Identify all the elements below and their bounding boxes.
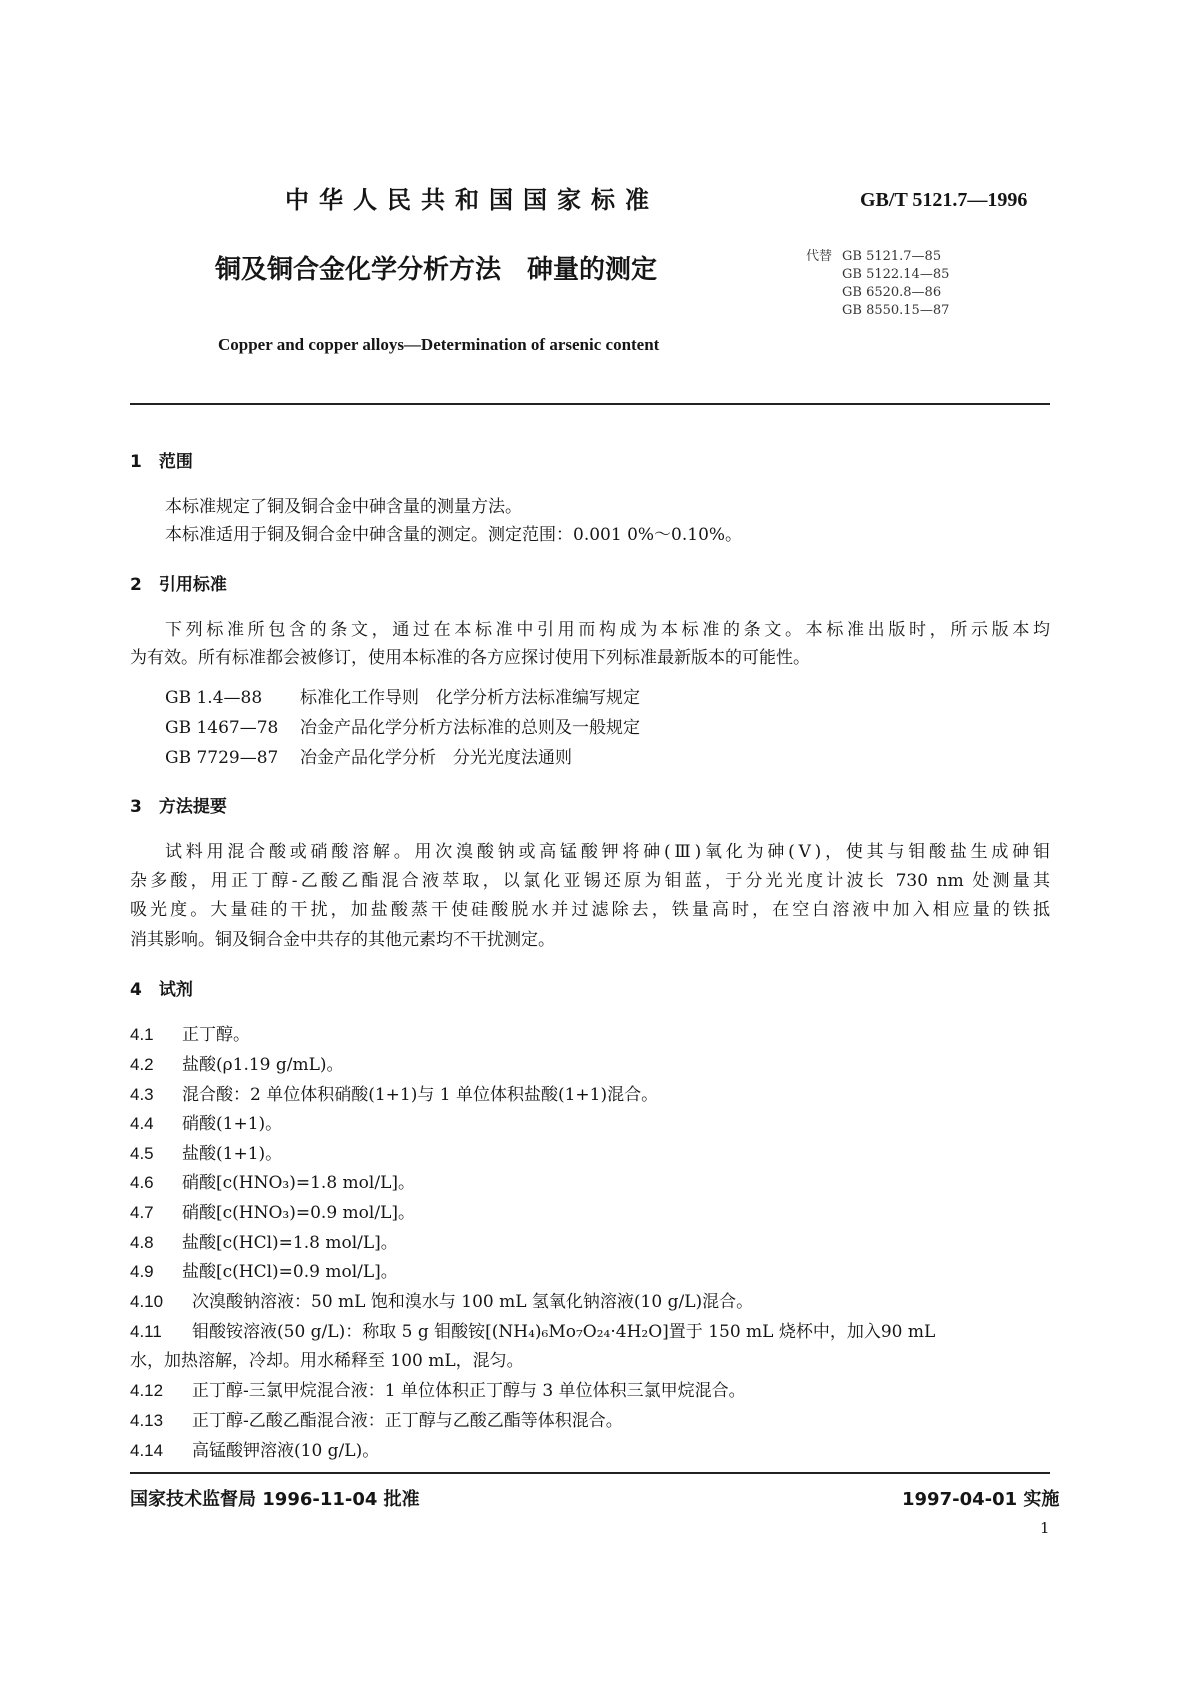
reagent-text: 高锰酸钾溶液(10 g/L)。 <box>192 1441 380 1461</box>
reagent-item <box>130 1053 344 1077</box>
paragraph-line: 本标准规定了铜及铜合金中砷含量的测量方法。 <box>165 497 522 517</box>
approval-date: 国家技术监督局 1996-11-04 批准 <box>130 1489 420 1510</box>
reagent-number: 4.14 <box>130 1441 164 1460</box>
reagent-text: 次溴酸钠溶液：50 mL 饱和溴水与 100 mL 氢氧化钠溶液(10 g/L)混合。 <box>192 1292 754 1312</box>
paragraph-line: 试料用混合酸或硝酸溶解。用次溴酸钠或高锰酸钾将砷(Ⅲ)氧化为砷(Ⅴ)，使其与钼酸盐生成砷钼 <box>165 842 1050 862</box>
reagent-item <box>130 1439 379 1463</box>
reagent-number: 4.10 <box>130 1292 164 1311</box>
reagent-number: 4.1 <box>130 1025 154 1044</box>
reagent-number: 4.7 <box>130 1203 154 1222</box>
reagent-item <box>130 1201 415 1225</box>
reference-item <box>165 746 572 770</box>
reagent-number: 4.4 <box>130 1114 154 1133</box>
header-rule <box>130 403 1050 405</box>
paragraph-line: 为有效。所有标准都会被修订，使用本标准的各方应探讨使用下列标准最新版本的可能性。 <box>130 648 810 668</box>
reagent-text: 硝酸(1+1)。 <box>182 1114 283 1134</box>
paragraph-line: 本标准适用于铜及铜合金中砷含量的测定。测定范围：0.001 0%～0.10%。 <box>165 525 743 545</box>
section-heading: 2 引用标准 <box>130 575 227 595</box>
implementation-date: 1997-04-01 实施 <box>902 1489 1060 1510</box>
reagent-text: 盐酸[c(HCl)=0.9 mol/L]。 <box>182 1262 398 1282</box>
reagent-number: 4.8 <box>130 1233 154 1252</box>
replaces-label: 代替 <box>806 249 833 264</box>
reagent-text: 硝酸[c(HNO₃)=1.8 mol/L]。 <box>182 1173 415 1193</box>
org-title: 中华人民共和国国家标准 <box>285 186 659 214</box>
reagent-text: 正丁醇-乙酸乙酯混合液：正丁醇与乙酸乙酯等体积混合。 <box>192 1411 623 1431</box>
reagent-text: 硝酸[c(HNO₃)=0.9 mol/L]。 <box>182 1203 415 1223</box>
reagent-number: 4.6 <box>130 1173 154 1192</box>
reagent-text: 正丁醇。 <box>182 1025 250 1045</box>
reference-code: GB 1467—78 <box>165 718 279 738</box>
reagent-text: 钼酸铵溶液(50 g/L)：称取 5 g 钼酸铵[(NH₄)₆Mo₇O₂₄·4H₂O]置于 150 mL 烧杯中，加入90 mL <box>192 1322 936 1342</box>
reference-item <box>165 686 640 710</box>
reagent-number: 4.12 <box>130 1381 164 1400</box>
replaces-item: GB 5121.7—85 <box>842 249 942 264</box>
reagent-number: 4.2 <box>130 1055 154 1074</box>
reference-item <box>165 716 640 740</box>
reference-code: GB 1.4—88 <box>165 688 263 708</box>
reagent-number: 4.13 <box>130 1411 164 1430</box>
reference-title: 标准化工作导则 化学分析方法标准编写规定 <box>300 688 640 708</box>
page-number: 1 <box>1040 1519 1050 1537</box>
reagent-number: 4.11 <box>130 1322 162 1341</box>
reagent-item <box>130 1112 282 1136</box>
reagent-item <box>130 1260 398 1284</box>
reference-code: GB 7729—87 <box>165 748 279 768</box>
replaces-item: GB 6520.8—86 <box>842 285 942 300</box>
section-heading: 1 范围 <box>130 452 193 472</box>
reagent-item <box>130 1231 398 1255</box>
reagent-text-continued: 水，加热溶解，冷却。用水稀释至 100 mL，混匀。 <box>130 1351 524 1371</box>
reagent-text: 盐酸(ρ1.19 g/mL)。 <box>182 1055 344 1075</box>
section-heading: 4 试剂 <box>130 980 193 1000</box>
reagent-item <box>130 1083 658 1107</box>
section-heading: 3 方法提要 <box>130 797 227 817</box>
reference-title: 冶金产品化学分析 分光光度法通则 <box>300 748 572 768</box>
paragraph-line: 吸光度。大量硅的干扰，加盐酸蒸干使硅酸脱水并过滤除去，铁量高时，在空白溶液中加入相应量的铁抵 <box>130 900 1050 920</box>
reagent-item <box>130 1290 753 1314</box>
paragraph-line: 下列标准所包含的条文，通过在本标准中引用而构成为本标准的条文。本标准出版时，所示版本均 <box>165 620 1050 640</box>
reagent-text: 盐酸[c(HCl)=1.8 mol/L]。 <box>182 1233 398 1253</box>
reagent-item <box>130 1409 623 1433</box>
reference-title: 冶金产品化学分析方法标准的总则及一般规定 <box>300 718 640 738</box>
reagent-item <box>130 1023 250 1047</box>
footer-rule <box>130 1472 1050 1474</box>
paragraph-line: 消其影响。铜及铜合金中共存的其他元素均不干扰测定。 <box>130 930 555 950</box>
reagent-item <box>130 1320 935 1344</box>
reagent-number: 4.9 <box>130 1262 154 1281</box>
reagent-item <box>130 1142 282 1166</box>
reagent-number: 4.3 <box>130 1085 154 1104</box>
standard-number: GB/T 5121.7—1996 <box>860 189 1028 211</box>
replaces-item: GB 8550.15—87 <box>842 303 950 318</box>
reagent-item <box>130 1379 746 1403</box>
reagent-number: 4.5 <box>130 1144 154 1163</box>
reagent-item <box>130 1171 415 1195</box>
paragraph-line: 杂多酸，用正丁醇-乙酸乙酯混合液萃取，以氯化亚锡还原为钼蓝，于分光光度计波长 730 nm 处测量其 <box>130 871 1050 891</box>
replaces-item: GB 5122.14—85 <box>842 267 950 282</box>
reagent-text: 混合酸：2 单位体积硝酸(1+1)与 1 单位体积盐酸(1+1)混合。 <box>182 1085 659 1105</box>
reagent-text: 盐酸(1+1)。 <box>182 1144 283 1164</box>
english-title: Copper and copper alloys—Determination of arsenic content <box>218 335 660 354</box>
reagent-text: 正丁醇-三氯甲烷混合液：1 单位体积正丁醇与 3 单位体积三氯甲烷混合。 <box>192 1381 746 1401</box>
document-title: 铜及铜合金化学分析方法 砷量的测定 <box>215 255 658 285</box>
